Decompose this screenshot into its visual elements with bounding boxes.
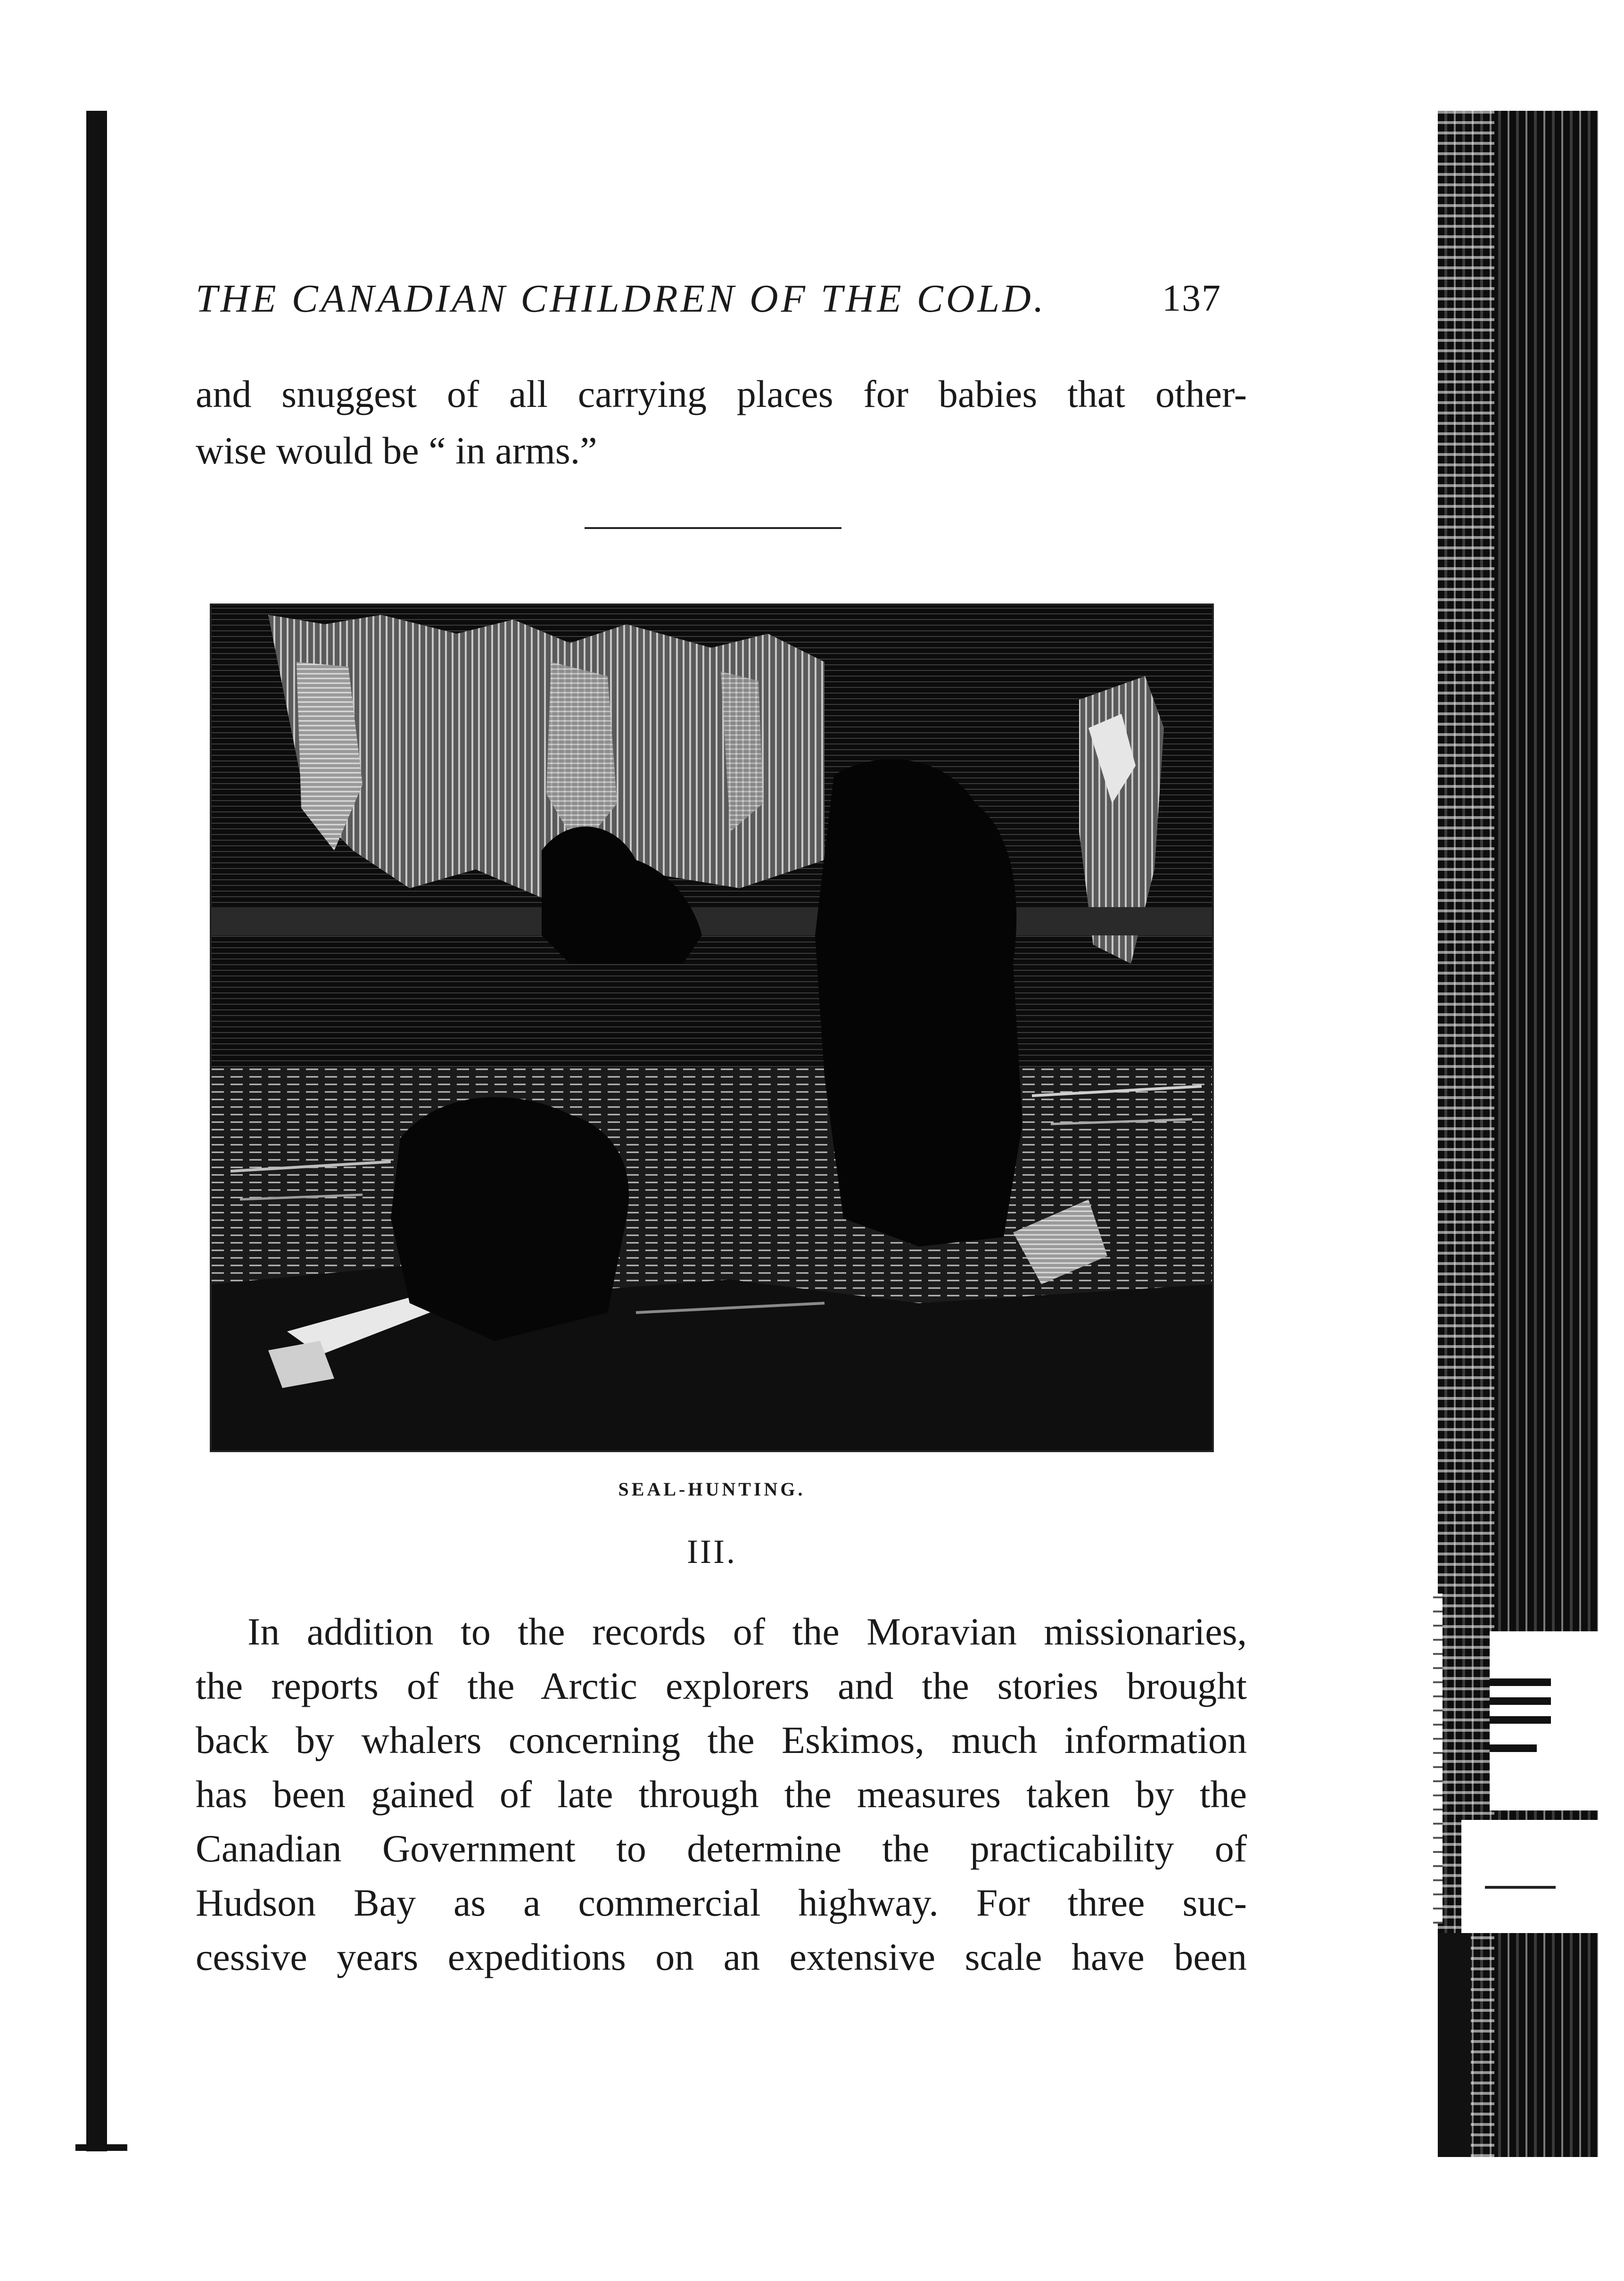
scan-right-edge-dots [1433, 1594, 1443, 1924]
body-line: has been gained of late through the measures taken by the [196, 1773, 1247, 1816]
scan-right-edge-lower [1438, 1933, 1471, 2157]
section-divider [585, 527, 841, 529]
scan-right-bar [1490, 1678, 1551, 1686]
scan-right-gap [1461, 1820, 1598, 1933]
body-line: wise would be “ in arms.” [196, 429, 597, 472]
body-line: cessive years expeditions on an extensive scale have been [196, 1935, 1247, 1978]
scan-right-bar [1490, 1716, 1551, 1724]
illustration-caption: SEAL-HUNTING. [618, 1479, 806, 1500]
page-number: 137 [1162, 278, 1221, 319]
body-line: the reports of the Arctic explorers and the stories brought [196, 1664, 1247, 1707]
illustration-seal-hunting [210, 603, 1214, 1452]
running-head: THE CANADIAN CHILDREN OF THE COLD. [196, 277, 1047, 321]
scan-right-rule [1485, 1886, 1556, 1889]
scan-right-bar [1490, 1697, 1551, 1705]
scan-left-foot [75, 2144, 127, 2151]
body-line: In addition to the records of the Moravian missionaries, [247, 1610, 1247, 1653]
scan-left-edge [86, 111, 107, 2151]
body-line: and snuggest of all carrying places for babies that other- [196, 372, 1247, 415]
body-line: Canadian Government to determine the practicability of [196, 1827, 1247, 1870]
scan-right-bar [1490, 1744, 1537, 1752]
body-line: back by whalers concerning the Eskimos, much information [196, 1719, 1247, 1761]
section-number: III. [687, 1533, 737, 1570]
body-line: Hudson Bay as a commercial highway. For three suc- [196, 1881, 1247, 1924]
